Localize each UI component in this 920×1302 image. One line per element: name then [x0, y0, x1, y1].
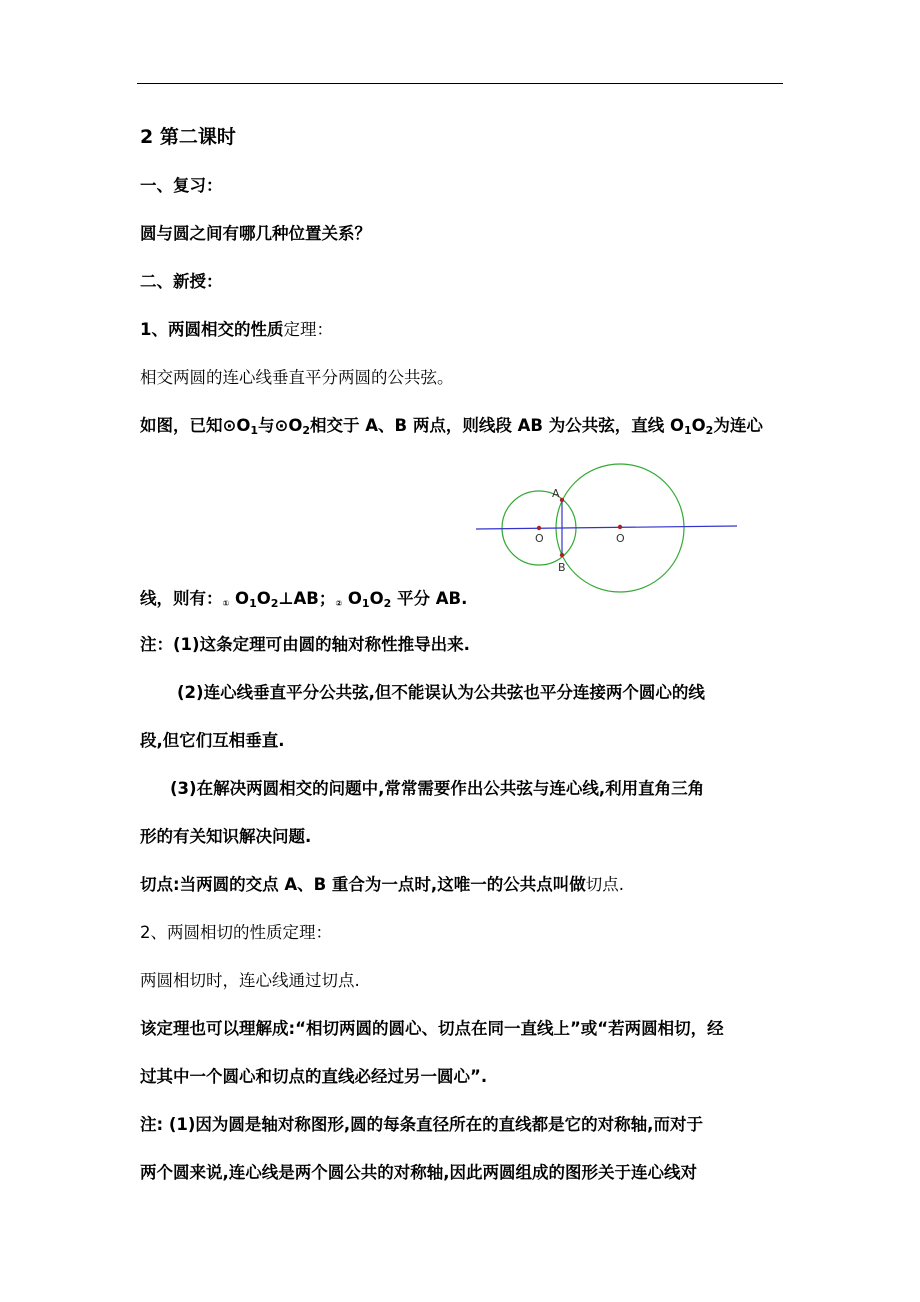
conclusion-text-a: 线，则有： [140, 589, 223, 608]
example-text-b: 与⊙O [258, 416, 303, 435]
label-o1: O [535, 532, 544, 545]
example-sub2: 2 [302, 424, 311, 437]
conclusion-text-e: O [342, 589, 362, 608]
tangent-point-bold: 切点:当两圆的交点 A、B 重合为一点时,这唯一的公共点叫做 [140, 875, 586, 894]
note1-item2-line2: 段,但它们互相垂直. [140, 731, 285, 750]
note1-item2-line1: (2)连心线垂直平分公共弦,但不能误认为公共弦也平分连接两个圆心的线 [177, 683, 705, 702]
example-text-c: 相交于 A、B 两点，则线段 AB 为公共弦，直线 O [310, 416, 684, 435]
note1-item1: 注：(1)这条定理可由圆的轴对称性推导出来. [140, 635, 470, 654]
example-text-a: 如图，已知⊙O [140, 416, 251, 435]
example-text-e: 为连心 [713, 416, 763, 435]
review-heading: 一、复习： [140, 176, 223, 195]
conclusion-text-g: 平分 AB. [391, 589, 468, 608]
conclusion-sub2: 2 [270, 597, 279, 610]
note2-item1-line2: 两个圆来说,连心线是两个圆公共的对称轴,因此两圆组成的图形关于连心线对 [140, 1163, 698, 1182]
theorem1-title [140, 318, 785, 342]
conclusion-sub4: 2 [383, 597, 392, 610]
theorem1-title-bold: 1、两圆相交的性质 [140, 320, 284, 339]
note1-item3-line2: 形的有关知识解决问题. [140, 827, 312, 846]
tangent-point-normal: 切点. [585, 875, 624, 894]
example-sub4: 2 [705, 424, 714, 437]
interpretation-line2: 过其中一个圆心和切点的直线必经过另一圆心”. [140, 1067, 488, 1086]
theorem2-statement: 两圆相切时，连心线通过切点. [140, 971, 360, 990]
circled-two-mark: ② [335, 599, 343, 608]
theorem2-title-normal: 定理： [282, 923, 332, 942]
conclusion-sub1: 1 [249, 597, 257, 610]
intersecting-circles-figure [470, 455, 745, 600]
theorem2-title [140, 921, 785, 945]
center-line [476, 526, 737, 529]
example-sub1: 1 [250, 424, 259, 437]
review-question: 圆与圆之间有哪几种位置关系？ [140, 224, 371, 243]
example-paragraph [140, 414, 785, 443]
theorem2-title-bold: 2、两圆相切的性质 [140, 923, 283, 942]
conclusion-text-f: O [369, 589, 384, 608]
conclusion-paragraph [140, 587, 785, 616]
label-b: B [558, 561, 566, 574]
tangent-point-definition [140, 873, 785, 897]
point-a [560, 498, 564, 502]
lesson-title: 2 第二课时 [140, 126, 236, 148]
example-sub3: 1 [683, 424, 692, 437]
note1-item3-line1: (3)在解决两圆相交的问题中,常常需要作出公共弦与连心线,利用直角三角 [170, 779, 705, 798]
point-o1 [537, 526, 541, 530]
conclusion-text-b: O [229, 589, 250, 608]
label-o2: O [616, 532, 625, 545]
point-b [560, 553, 564, 557]
example-text-d: O [691, 416, 706, 435]
conclusion-text-d: ⊥AB； [278, 589, 336, 608]
new-lesson-heading: 二、新授： [140, 272, 223, 291]
point-o2 [618, 525, 622, 529]
conclusion-text-c: O [256, 589, 271, 608]
theorem1-statement: 相交两圆的连心线垂直平分两圆的公共弦。 [140, 368, 454, 387]
conclusion-sub3: 1 [361, 597, 370, 610]
interpretation-line1: 该定理也可以理解成:“相切两圆的圆心、切点在同一直线上”或“若两圆相切，经 [140, 1019, 724, 1038]
label-a: A [552, 487, 560, 500]
note2-item1-line1: 注: (1)因为圆是轴对称图形,圆的每条直径所在的直线都是它的对称轴,而对于 [140, 1115, 703, 1134]
header-rule [137, 83, 783, 84]
theorem1-title-normal: 定理： [283, 320, 333, 339]
circled-one-mark: ① [222, 599, 230, 608]
